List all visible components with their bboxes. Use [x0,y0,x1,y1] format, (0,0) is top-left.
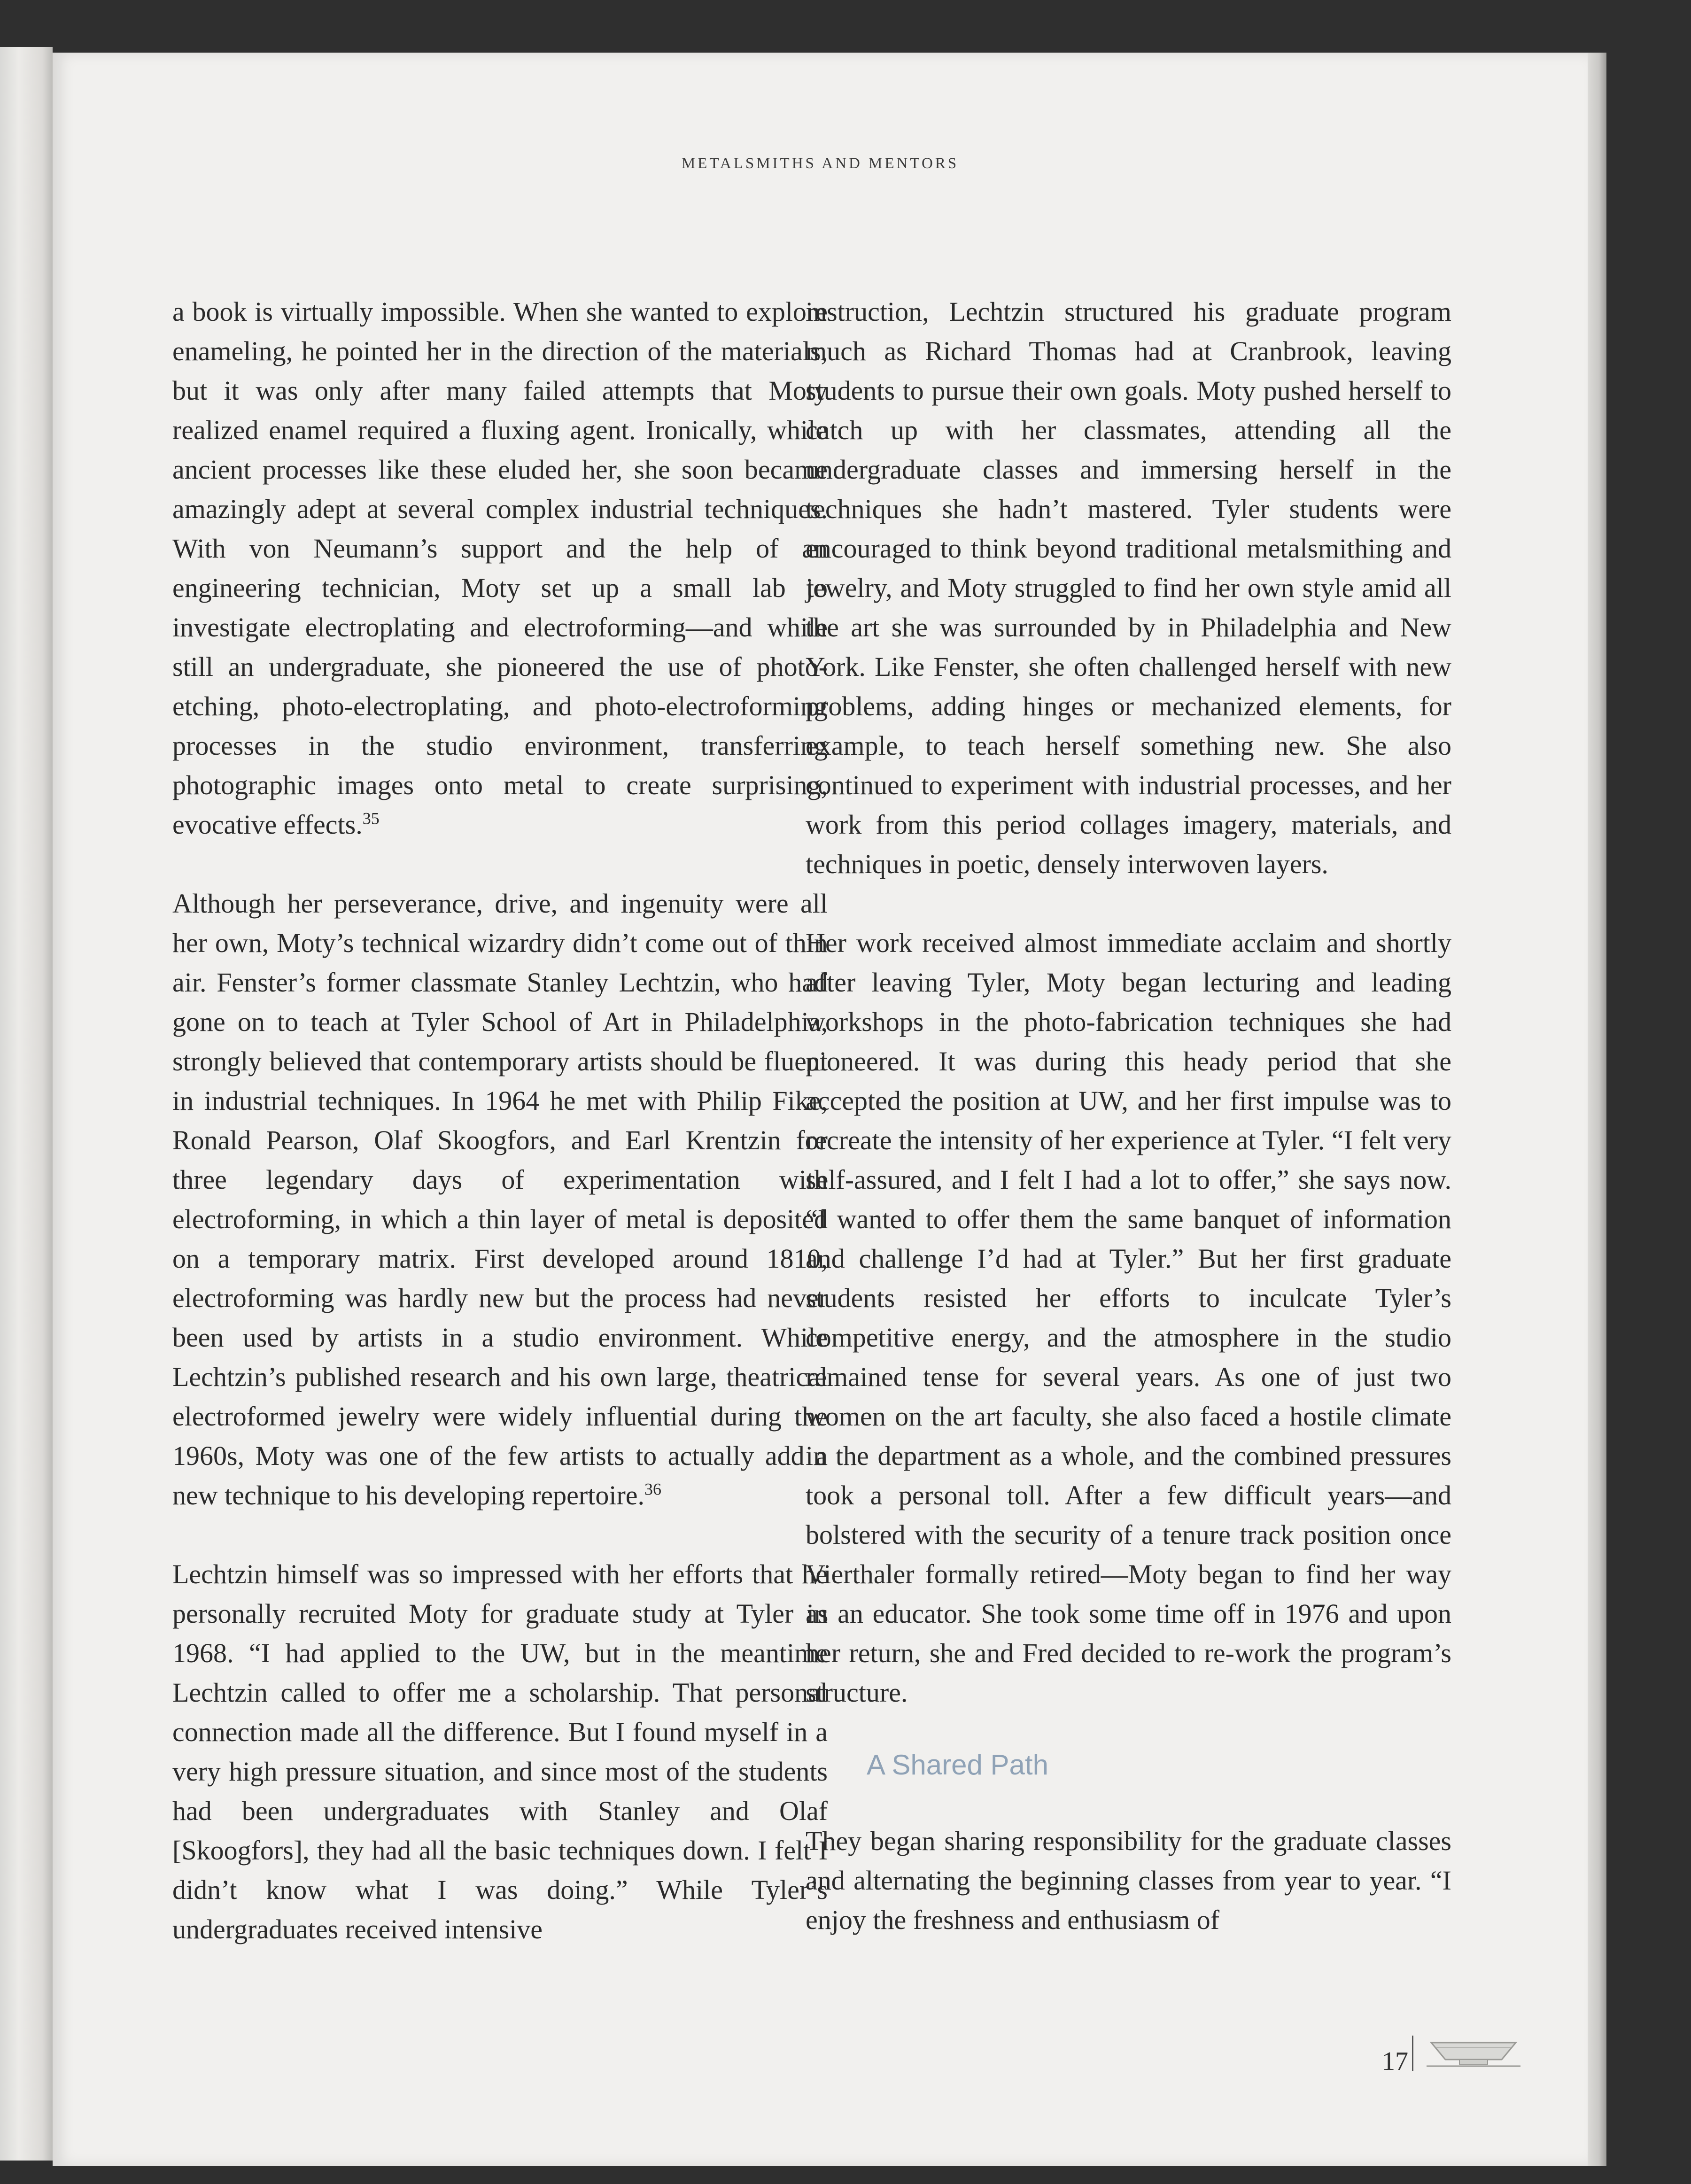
folio-divider [1412,2036,1413,2071]
body-paragraph: instruction, Lechtzin structured his graduate program much as Richard Thomas had at Cranbrook, leaving students to pursue their own goals. Moty pushed herself to catch up with her classmates, attending all the undergraduate classes and immersing herself in the techniques she hadn’t mastered. Tyler students were encouraged to think beyond traditional metalsmithing and jewelry, and Moty struggled to find her own style amid all the art she was surrounded by in Philadelphia and New York. Like Fenster, she often challenged herself with new problems, adding hinges or mechanized elements, for example, to teach herself something new. She also continued to experiment with industrial processes, and her work from this period collages imagery, materials, and techniques in poetic, densely interwoven layers. [806,296,1451,879]
running-head: METALSMITHS AND MENTORS [681,155,959,172]
page-number: 17 [1382,2047,1408,2076]
left-column [172,292,828,1949]
previous-page-edge [0,47,53,2161]
body-paragraph: Her work received almost immediate acclaim and shortly after leaving Tyler, Moty began lecturing and leading workshops in the photo-fabrication techniques she had pioneered. It was during this heady period that she accepted the position at UW, and her first impulse was to recreate the intensity of her experience at Tyler. “I felt very self-assured, and I felt I had a lot to offer,” she says now. “I wanted to offer them the same banquet of information and challenge I’d had at Tyler.” But her first graduate students resisted her efforts to inculcate Tyler’s competitive energy, and the atmosphere in the studio remained tense for several years. As one of just two women on the art faculty, she also faced a hostile climate in the department as a whole, and the combined pressures took a personal toll. After a few difficult years—and bolstered with the security of a tenure track position once Vierthaler formally retired—Moty began to find her way as an educator. She took some time off in 1976 and upon her return, she and Fred decided to re-work the program’s structure. [806,928,1451,1708]
footnote-marker: 36 [644,1479,662,1499]
body-paragraph [172,292,828,844]
paragraph-text: Although her perseverance, drive, and ingenuity were all her own, Moty’s technical wizardry didn’t come out of thin air. Fenster’s former classmate Stanley Lechtzin, who had gone on to teach at Tyler School of Art in Philadelphia, strongly believed that contemporary artists should be fluent in industrial techniques. In 1964 he met with Philip Fike, Ronald Pearson, Olaf Skoogfors, and Earl Krentzin for three legendary days of experimentation with electroforming, in which a thin layer of metal is deposited on a temporary matrix. First developed around 1810, electroforming was hardly new but the process had never been used by artists in a studio environment. While Lechtzin’s published research and his own large, theatrical electroformed jewelry were widely influential during the 1960s, Moty was one of the few artists to actually add a new technique to his developing repertoire. [172,888,828,1510]
paragraph-text: a book is virtually impossible. When she wanted to explore enameling, he pointed her in the direction of the materials, but it was only after many failed attempts that Moty realized enamel required a fluxing agent. Ironically, while ancient processes like these eluded her, she soon became amazingly adept at several complex industrial techniques. With von Neumann’s support and the help of an engineering technician, Moty set up a small lab to investigate electroplating and electroforming—and while still an undergraduate, she pioneered the use of photo-etching, photo-electroplating, and photo-electroforming processes in the studio environment, transferring photographic images onto metal to create surprising, evocative effects. [172,296,828,840]
book-page [53,53,1588,2166]
right-column [806,292,1451,1940]
page-edge-right [1588,53,1606,2166]
section-heading: A Shared Path [867,1749,1048,1781]
body-paragraph: Lechtzin himself was so impressed with her efforts that he personally recruited Moty for graduate study at Tyler in 1968. “I had applied to the UW, but in the meantime Lechtzin called to offer me a scholarship. That personal connection made all the difference. But I found myself in a very high pressure situation, and since most of the students had been undergraduates with Stanley and Olaf [Skoogfors], they had all the basic techniques down. I felt I didn’t know what I was doing.” While Tyler’s undergraduates received intensive [172,1559,828,1944]
bowl-icon [1427,2037,1520,2075]
footnote-marker: 35 [362,809,380,828]
body-paragraph: They began sharing responsibility for the graduate classes and alternating the beginning classes from year to year. “I enjoy the freshness and enthusiasm of [806,1826,1451,1935]
body-paragraph [172,884,828,1515]
